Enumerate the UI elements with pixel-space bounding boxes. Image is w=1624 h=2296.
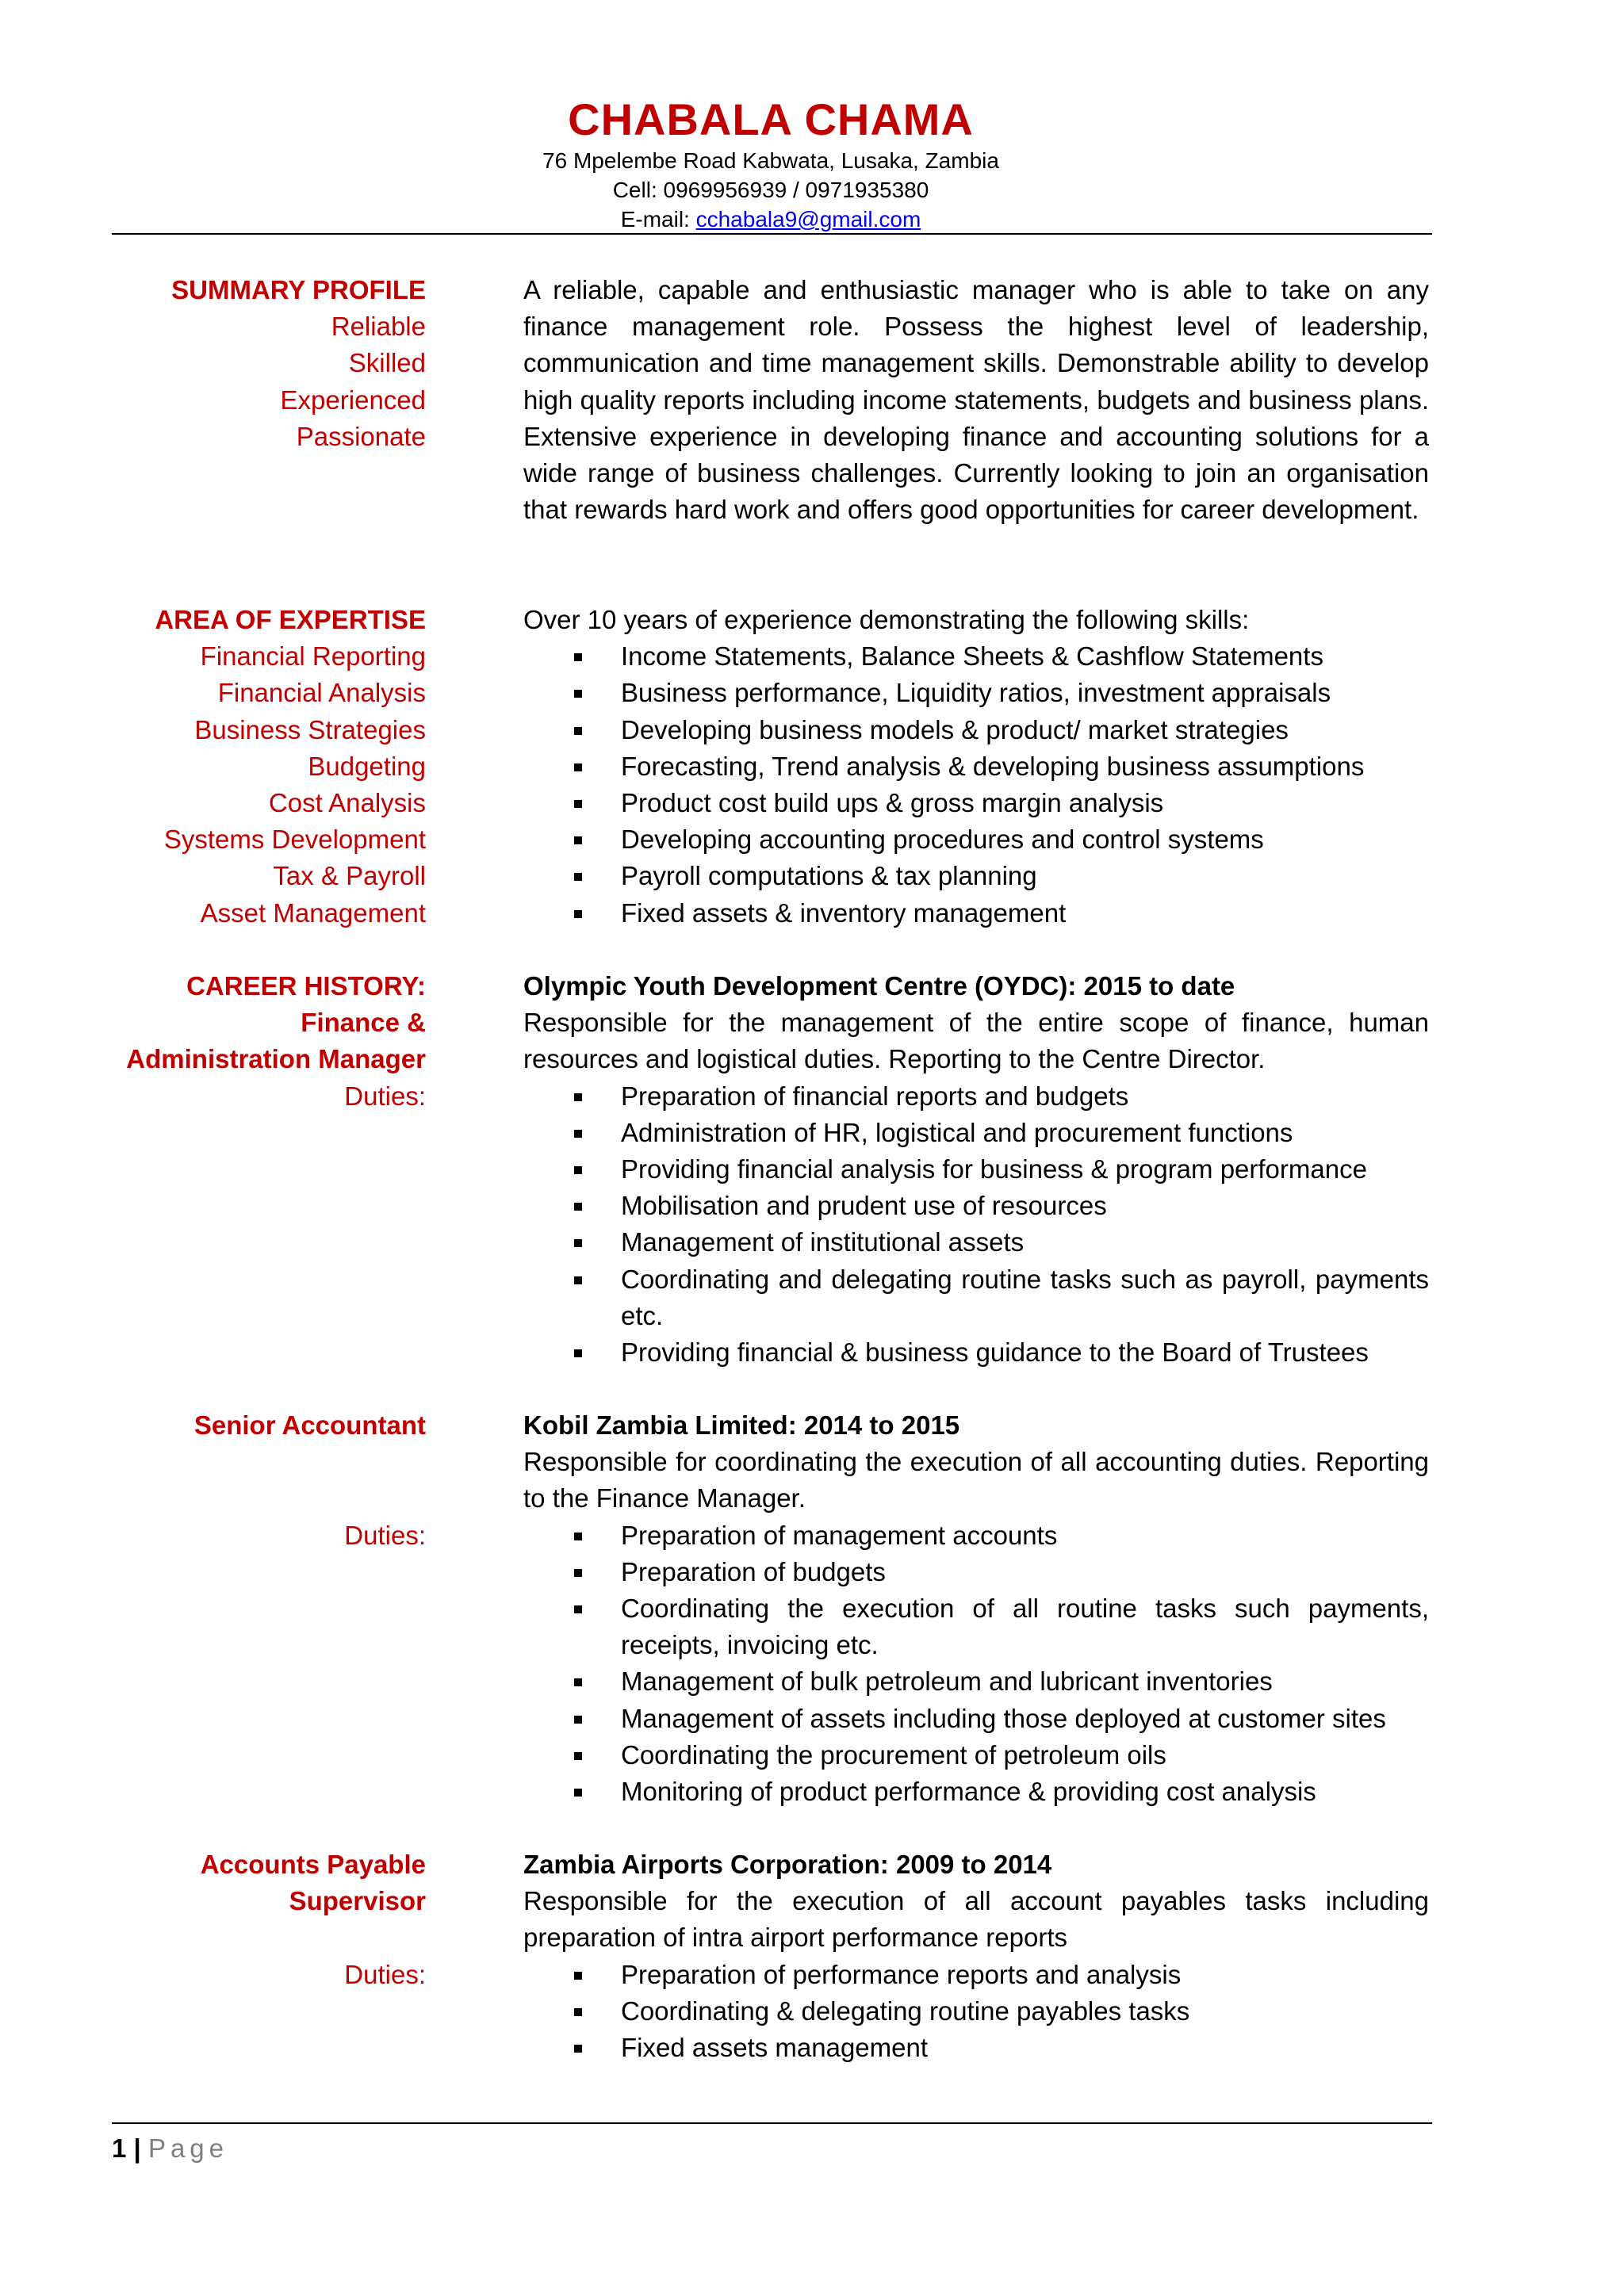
summary-right-column <box>523 272 1429 528</box>
career-heading: CAREER HISTORY: <box>186 971 426 1001</box>
job-description: Responsible for the management of the entire scope of finance, human resources and logistical duties. Reporting to the Centre Director. <box>523 1008 1429 1074</box>
job-title: Administration Manager <box>126 1044 426 1074</box>
company-line: Kobil Zambia Limited: 2014 to 2015 <box>523 1410 960 1440</box>
spacer <box>194 1444 426 1517</box>
expertise-area: Financial Reporting <box>200 641 426 672</box>
job-oydc-left-column <box>126 968 426 1115</box>
skill-item: Business performance, Liquidity ratios, investment appraisals <box>523 675 1429 711</box>
expertise-heading: AREA OF EXPERTISE <box>155 605 426 634</box>
duty-item: Preparation of performance reports and analysis <box>523 1957 1429 1993</box>
duty-item: Management of institutional assets <box>523 1224 1429 1261</box>
duty-item: Providing financial analysis for business & program performance <box>523 1151 1429 1188</box>
trait: Experienced <box>280 385 426 415</box>
page-footer <box>112 2133 228 2164</box>
duty-item: Management of bulk petroleum and lubricant inventories <box>523 1663 1429 1700</box>
skill-item: Forecasting, Trend analysis & developing business assumptions <box>523 748 1429 785</box>
job-title: Supervisor <box>289 1886 426 1916</box>
summary-left-column <box>171 272 426 455</box>
duty-item: Coordinating the procurement of petroleum oils <box>523 1737 1429 1774</box>
duty-item: Mobilisation and prudent use of resources <box>523 1188 1429 1224</box>
email-line <box>0 205 1542 234</box>
expertise-area: Cost Analysis <box>268 788 426 818</box>
duties-label: Duties: <box>344 1081 426 1111</box>
skill-item: Developing accounting procedures and control systems <box>523 821 1429 858</box>
summary-heading: SUMMARY PROFILE <box>171 275 426 304</box>
resume-header <box>0 94 1542 234</box>
duty-item: Administration of HR, logistical and procurement functions <box>523 1115 1429 1151</box>
footer-divider <box>112 2122 1432 2124</box>
skill-item: Payroll computations & tax planning <box>523 858 1429 894</box>
duties-list <box>523 1957 1429 2067</box>
page-label: Page <box>147 2133 229 2163</box>
job-title: Accounts Payable <box>200 1850 426 1879</box>
duty-item: Fixed assets management <box>523 2030 1429 2066</box>
expertise-intro: Over 10 years of experience demonstrating the following skills: <box>523 605 1250 634</box>
company-line: Olympic Youth Development Centre (OYDC): 2015 to date <box>523 971 1235 1001</box>
duties-list <box>523 1517 1429 1811</box>
expertise-left-column <box>155 602 426 932</box>
email-link[interactable]: cchabala9@gmail.com <box>695 207 921 232</box>
address: 76 Mpelembe Road Kabwata, Lusaka, Zambia <box>542 148 999 173</box>
duty-item: Monitoring of product performance & providing cost analysis <box>523 1774 1429 1810</box>
job-zac-right-column <box>523 1846 1429 2066</box>
duty-item: Preparation of management accounts <box>523 1517 1429 1554</box>
duty-item: Preparation of budgets <box>523 1554 1429 1590</box>
header-divider <box>112 233 1432 235</box>
expertise-area: Systems Development <box>163 825 426 855</box>
job-kobil-right-column <box>523 1407 1429 1810</box>
job-description: Responsible for coordinating the execution of all accounting duties. Reporting to the Finance Manager. <box>523 1447 1429 1513</box>
skill-item: Product cost build ups & gross margin analysis <box>523 785 1429 821</box>
duty-item: Coordinating the execution of all routine tasks such payments, receipts, invoicing etc. <box>523 1590 1429 1663</box>
skill-item: Income Statements, Balance Sheets & Cashflow Statements <box>523 638 1429 675</box>
summary-text: A reliable, capable and enthusiastic manager who is able to take on any finance management role. Possess the highest level of leadership, communication and time management skills. Demonstrable ability to develop high quality reports including income statements, budgets and business plans. Extensive experience in developing finance and accounting solutions for a wide range of business challenges. Currently looking to join an organisation that rewards hard work and offers good opportunities for career development. <box>523 275 1429 525</box>
expertise-area: Budgeting <box>308 751 426 781</box>
page-number: 1 <box>112 2133 127 2163</box>
duties-label: Duties: <box>344 1959 426 1989</box>
job-kobil-left-column <box>194 1407 426 1554</box>
job-title: Senior Accountant <box>193 1410 426 1440</box>
job-description: Responsible for the execution of all account payables tasks including preparation of intra airport performance reports <box>523 1886 1429 1953</box>
skill-item: Fixed assets & inventory management <box>523 895 1429 932</box>
skills-list <box>523 638 1429 932</box>
duty-item: Providing financial & business guidance to the Board of Trustees <box>523 1334 1429 1371</box>
duties-label: Duties: <box>344 1520 426 1550</box>
candidate-name: CHABALA CHAMA <box>568 94 974 144</box>
job-zac-left-column <box>201 1846 426 1993</box>
trait: Passionate <box>296 421 426 451</box>
duty-item: Coordinating and delegating routine tasks such as payroll, payments etc. <box>523 1261 1429 1334</box>
expertise-area: Asset Management <box>200 897 426 928</box>
company-line: Zambia Airports Corporation: 2009 to 2014 <box>523 1850 1052 1879</box>
job-title: Finance & <box>301 1008 426 1038</box>
email-label: E-mail: <box>620 207 696 232</box>
trait: Skilled <box>348 348 426 378</box>
duty-item: Preparation of financial reports and budgets <box>523 1078 1429 1115</box>
skill-item: Developing business models & product/ market strategies <box>523 712 1429 748</box>
expertise-area: Tax & Payroll <box>273 861 426 891</box>
duties-list <box>523 1078 1429 1372</box>
duty-item: Management of assets including those deployed at customer sites <box>523 1701 1429 1737</box>
job-oydc-right-column <box>523 968 1429 1371</box>
cell-phone: Cell: 0969956939 / 0971935380 <box>612 178 929 202</box>
duty-item: Coordinating & delegating routine payables tasks <box>523 1993 1429 2030</box>
trait: Reliable <box>331 312 426 342</box>
expertise-area: Financial Analysis <box>217 678 426 708</box>
expertise-area: Business Strategies <box>194 714 426 744</box>
spacer <box>201 1919 426 1956</box>
expertise-right-column <box>523 602 1429 932</box>
footer-separator: | <box>133 2133 141 2163</box>
